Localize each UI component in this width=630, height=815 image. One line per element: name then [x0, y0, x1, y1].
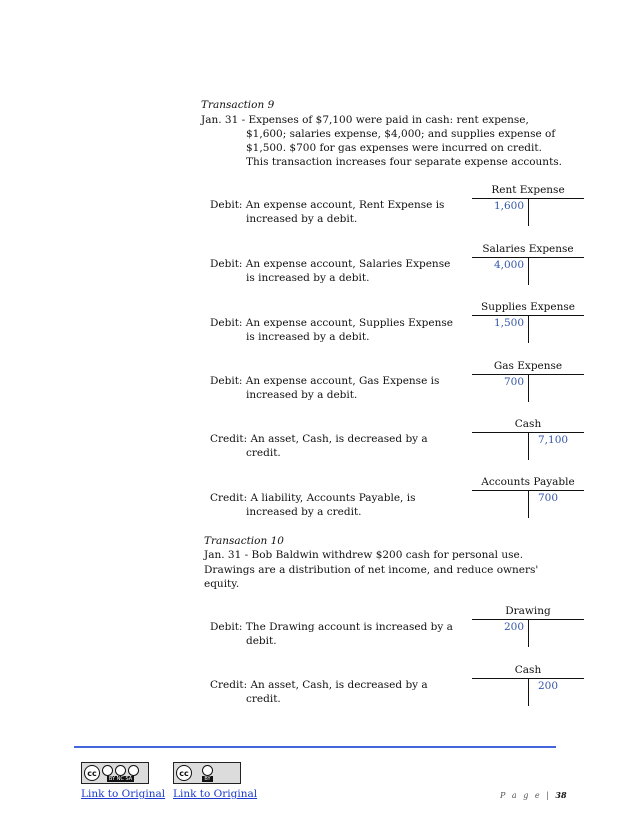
- footer-rule: [74, 746, 556, 748]
- t-account-title: Drawing: [505, 605, 551, 617]
- t-account-debit: 4,000: [493, 259, 524, 271]
- entry-ap-line-1: Credit: A liability, Accounts Payable, is: [210, 492, 416, 504]
- entry-cash-2-line-2: credit.: [246, 693, 281, 705]
- t-account-debit: 200: [503, 621, 524, 633]
- t-account-title: Supplies Expense: [481, 301, 575, 313]
- t-account-debit: 700: [503, 376, 524, 388]
- cc-badge-body: [102, 765, 139, 782]
- transaction-10-line-3: equity.: [204, 578, 240, 590]
- entry-drawing-line-1: Debit: The Drawing account is increased by a: [210, 621, 453, 633]
- t-account-title: Rent Expense: [491, 184, 565, 196]
- t-account-title: Accounts Payable: [481, 476, 575, 488]
- t-account-vline: [528, 619, 529, 647]
- entry-drawing-line-2: debit.: [246, 635, 277, 647]
- t-account-vline: [528, 198, 529, 226]
- entry-cash-line-1: Credit: An asset, Cash, is decreased by a: [210, 433, 428, 445]
- cc-strip-by-nc-sa: BY NC SA: [108, 775, 133, 782]
- entry-gas-line-1: Debit: An expense account, Gas Expense is: [210, 375, 440, 387]
- entry-supplies-line-2: is increased by a debit.: [246, 331, 370, 343]
- t-account-debit: 1,500: [493, 317, 524, 329]
- entry-salaries-line-1: Debit: An expense account, Salaries Expense: [210, 258, 451, 270]
- transaction-9-line-1: Jan. 31 - Expenses of $7,100 were paid in cash: rent expense,: [201, 114, 529, 126]
- t-account-title: Gas Expense: [493, 360, 563, 372]
- page-footer: [500, 790, 567, 800]
- cc-person-icon: [202, 765, 213, 776]
- t-account-cash-2: [472, 664, 584, 696]
- link-to-original-2[interactable]: Link to Original: [173, 788, 258, 800]
- cc-badge-symbols: [102, 765, 139, 776]
- t-account-salaries-expense: [472, 243, 584, 275]
- page-label: P a g e |: [500, 791, 551, 800]
- t-account-debit: 1,600: [493, 200, 524, 212]
- cc-badge-body: [202, 765, 213, 782]
- entry-cash-line-2: credit.: [246, 447, 281, 459]
- t-account-supplies-expense: [472, 301, 584, 333]
- cc-by-icon[interactable]: [173, 762, 241, 784]
- cc-sharealike-icon: [128, 765, 139, 776]
- entry-salaries-line-2: is increased by a debit.: [246, 272, 370, 284]
- t-account-title: Salaries Expense: [482, 243, 574, 255]
- t-account-accounts-payable: [472, 476, 584, 508]
- transaction-10-line-1: Jan. 31 - Bob Baldwin withdrew $200 cash for personal use.: [204, 549, 524, 561]
- t-account-rent-expense: [472, 184, 584, 216]
- cc-noncommercial-icon: [115, 765, 126, 776]
- t-account-vline: [528, 432, 529, 460]
- link-to-original-1[interactable]: Link to Original: [81, 788, 166, 800]
- t-account-drawing: [472, 605, 584, 637]
- t-account-vline: [528, 678, 529, 706]
- entry-cash-2-line-1: Credit: An asset, Cash, is decreased by a: [210, 679, 428, 691]
- cc-strip-by: BY: [204, 775, 211, 782]
- t-account-credit: 7,100: [538, 434, 569, 446]
- t-account-title: Cash: [514, 664, 542, 676]
- entry-rent-line-1: Debit: An expense account, Rent Expense is: [210, 199, 445, 211]
- t-account-cash: [472, 418, 584, 450]
- transaction-10-line-2: Drawings are a distribution of net income, and reduce owners': [204, 564, 539, 576]
- cc-logo-icon: cc: [176, 765, 192, 781]
- t-account-title: Cash: [514, 418, 542, 430]
- t-account-gas-expense: [472, 360, 584, 392]
- t-account-vline: [528, 374, 529, 402]
- entry-supplies-line-1: Debit: An expense account, Supplies Expense: [210, 317, 453, 329]
- transaction-9-heading: Transaction 9: [201, 99, 275, 111]
- cc-logo-icon: cc: [84, 765, 100, 781]
- transaction-10-heading: Transaction 10: [204, 535, 284, 547]
- entry-ap-line-2: increased by a credit.: [246, 506, 362, 518]
- cc-by-nc-sa-icon[interactable]: [81, 762, 149, 784]
- transaction-9-line-2: $1,600; salaries expense, $4,000; and supplies expense of: [246, 128, 556, 140]
- page-number: 38: [555, 790, 567, 800]
- t-account-credit: 200: [538, 680, 559, 692]
- entry-rent-line-2: increased by a debit.: [246, 213, 358, 225]
- transaction-9-line-4: This transaction increases four separate expense accounts.: [246, 156, 563, 168]
- t-account-credit: 700: [538, 492, 559, 504]
- transaction-9-line-3: $1,500. $700 for gas expenses were incurred on credit.: [246, 142, 542, 154]
- t-account-vline: [528, 490, 529, 518]
- t-account-vline: [528, 257, 529, 285]
- t-account-vline: [528, 315, 529, 343]
- entry-gas-line-2: increased by a debit.: [246, 389, 358, 401]
- cc-person-icon: [102, 765, 113, 776]
